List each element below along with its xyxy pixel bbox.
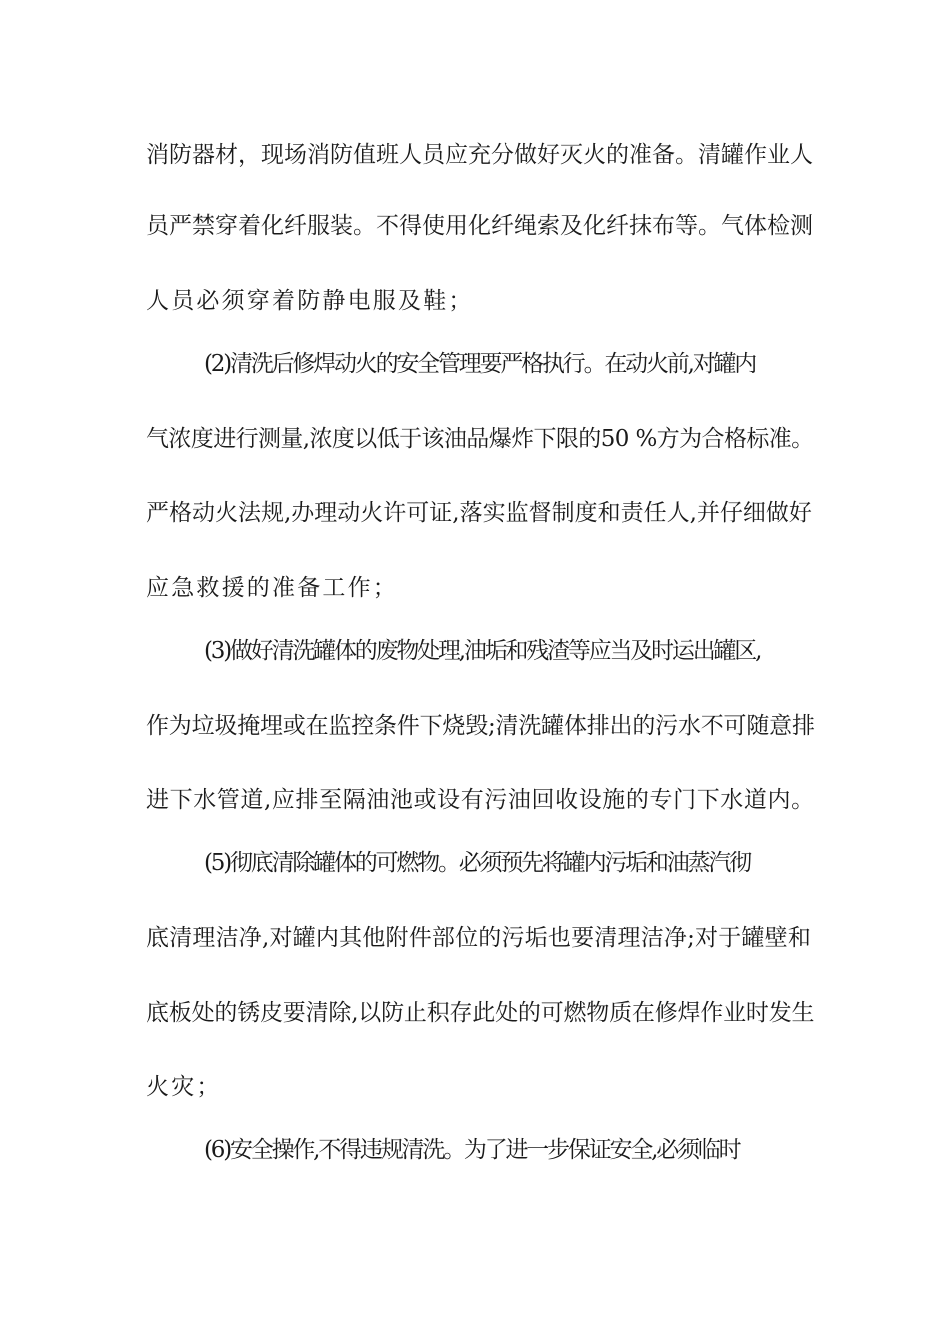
text-line-4: (2)清洗后修焊动火的安全管理要严格执行。在动火前,对罐内 — [204, 351, 756, 377]
text-line-13: 底板处的锈皮要清除,以防止积存此处的可燃物质在修焊作业时发生 — [146, 1000, 815, 1026]
text-line-14: 火灾； — [146, 1074, 222, 1100]
text-line-10: 进下水管道,应排至隔油池或设有污油回收设施的专门下水道内。 — [146, 787, 815, 813]
text-line-2: 员严禁穿着化纤服装。不得使用化纤绳索及化纤抹布等。气体检测 — [146, 213, 813, 239]
text-line-15: (6)安全操作,不得违规清洗。为了进一步保证安全,必须临时 — [204, 1137, 740, 1163]
text-line-5: 气浓度进行测量,浓度以低于该油品爆炸下限的50 %方为合格标准。 — [146, 426, 814, 452]
text-line-7: 应急救援的准备工作； — [146, 575, 398, 601]
text-line-3: 人员必须穿着防静电服及鞋； — [146, 288, 474, 314]
text-line-9: 作为垃圾掩埋或在监控条件下烧毁;清洗罐体排出的污水不可随意排 — [146, 713, 815, 739]
text-line-8: (3)做好清洗罐体的废物处理,油垢和残渣等应当及时运出罐区, — [204, 638, 761, 664]
text-line-11: (5)彻底清除罐体的可燃物。必须预先将罐内污垢和油蒸汽彻 — [204, 850, 750, 876]
text-line-12: 底清理洁净,对罐内其他附件部位的污垢也要清理洁净;对于罐壁和 — [146, 925, 812, 951]
text-line-6: 严格动火法规,办理动火许可证,落实监督制度和责任人,并仔细做好 — [146, 500, 812, 526]
text-line-1: 消防器材，现场消防值班人员应充分做好灭火的准备。清罐作业人 — [146, 142, 813, 168]
